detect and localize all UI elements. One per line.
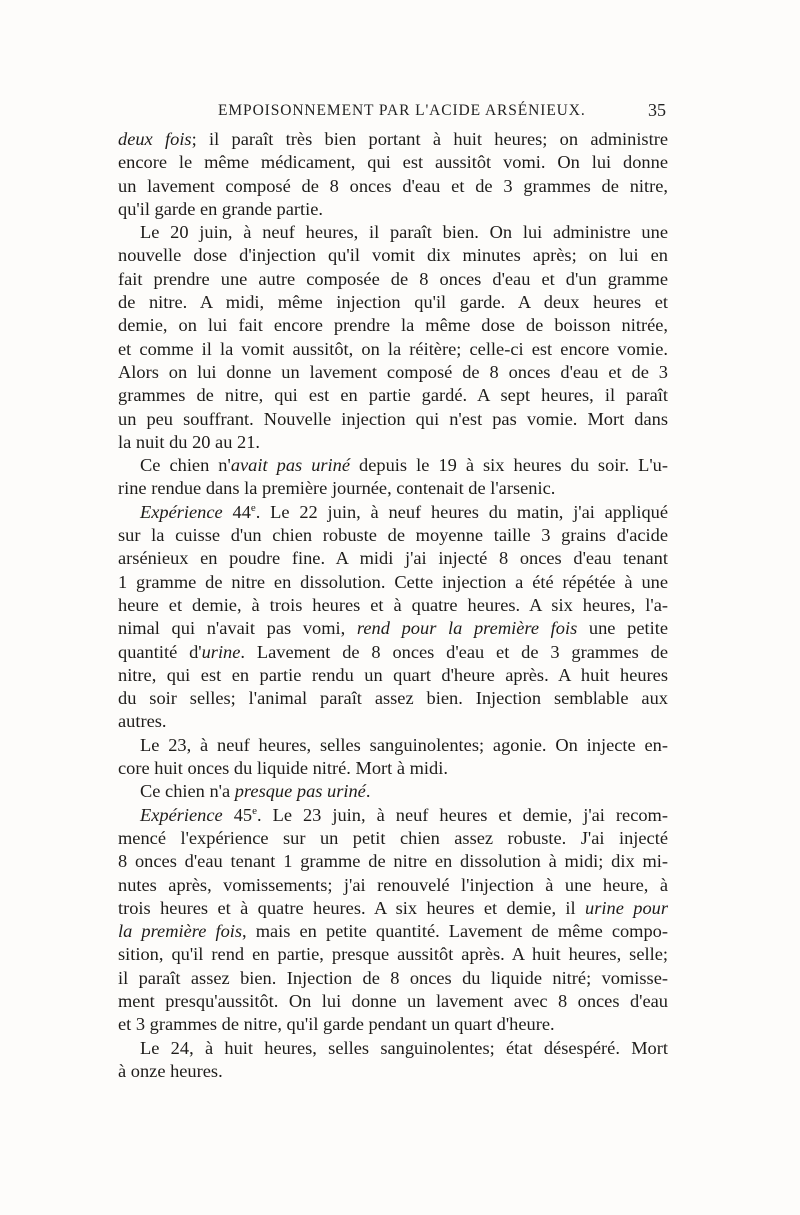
- line-text: la nuit du 20 au 21.: [118, 431, 260, 452]
- line-text: . Le 23 juin, à neuf heures et demie, j'ai recom-: [257, 804, 668, 825]
- text-line: [118, 384, 668, 407]
- text-line: [118, 920, 668, 943]
- text-line: [118, 268, 668, 291]
- line-text: ; il paraît très bien portant à huit heures; on administre: [191, 129, 668, 149]
- line-text: Le 23, à neuf heures, selles sanguinolentes; agonie. On injecte en-: [140, 734, 668, 755]
- body-text: [118, 128, 668, 1083]
- text-line: [118, 408, 668, 431]
- text-line: [118, 780, 668, 803]
- text-line: [118, 338, 668, 361]
- line-text: Ce chien n'a: [140, 781, 235, 802]
- running-title: EMPOISONNEMENT PAR L'ACIDE ARSÉNIEUX.: [218, 102, 586, 119]
- text-line: [118, 827, 668, 850]
- text-line: [118, 897, 668, 920]
- text-line: [118, 594, 668, 617]
- line-text: encore le même médicament, qui est aussitôt vomi. On lui donne: [118, 152, 668, 173]
- text-line: [118, 757, 668, 780]
- text-line: [118, 967, 668, 990]
- line-text: Le 20 juin, à neuf heures, il paraît bien. On lui administre une: [140, 222, 668, 243]
- line-text: il paraît assez bien. Injection de 8 onces du liquide nitré; vomisse-: [118, 967, 668, 988]
- line-text: , mais en petite quantité. Lavement de même compo-: [242, 921, 669, 942]
- line-text: sition, qu'il rend en partie, presque aussitôt après. A huit heures, selle;: [118, 944, 668, 965]
- text-line: [118, 687, 668, 710]
- text-line: [118, 641, 668, 664]
- line-text: sur la cuisse d'un chien robuste de moyenne taille 3 grains d'acide: [118, 525, 668, 546]
- italic-text: rend pour la première fois: [356, 618, 578, 639]
- line-text: mencé l'expérience sur un petit chien assez robuste. J'ai injecté: [118, 827, 668, 848]
- line-text: trois heures et à quatre heures. A six heures et demie, il: [118, 897, 586, 918]
- line-text: heure et demie, à trois heures et à quatre heures. A six heures, l'a-: [118, 594, 668, 615]
- italic-text: urine: [201, 641, 241, 662]
- line-text: une petite: [577, 618, 668, 639]
- line-text: et comme il la vomit aussitôt, on la réitère; celle-ci est encore vomie.: [118, 338, 668, 359]
- line-text: demie, on lui fait encore prendre la même dose de boisson nitrée,: [118, 315, 668, 336]
- line-text: . Le 22 juin, à neuf heures du matin, j'ai appliqué: [255, 501, 668, 522]
- line-text: autres.: [118, 711, 167, 732]
- line-text: à onze heures.: [118, 1060, 223, 1081]
- text-line: [118, 1037, 668, 1060]
- text-line: [118, 874, 668, 897]
- line-text: un lavement composé de 8 onces d'eau et de 3 grammes de nitre,: [118, 175, 668, 196]
- italic-text: deux fois: [118, 129, 192, 149]
- text-line: [118, 501, 668, 524]
- line-text: quantité d': [118, 641, 202, 662]
- italic-text: la première fois: [118, 921, 243, 942]
- text-line: [118, 734, 668, 757]
- text-line: [118, 314, 668, 337]
- text-line: [118, 454, 668, 477]
- line-text: fait prendre une autre composée de 8 onces d'eau et d'un gramme: [118, 268, 668, 289]
- line-text: qu'il garde en grande partie.: [118, 198, 324, 219]
- line-text: .: [365, 781, 371, 802]
- line-text: nimal qui n'avait pas vomi,: [118, 618, 357, 639]
- line-text: ment presqu'aussitôt. On lui donne un lavement avec 8 onces d'eau: [118, 990, 668, 1011]
- line-text: 44: [222, 501, 251, 522]
- text-line: [118, 198, 668, 221]
- line-text: nutes après, vomissements; j'ai renouvelé l'injection à une heure, à: [118, 874, 668, 895]
- line-text: nouvelle dose d'injection qu'il vomit dix minutes après; on lui en: [118, 245, 668, 266]
- text-line: [118, 804, 668, 827]
- line-text: 1 gramme de nitre en dissolution. Cette injection a été répétée à une: [118, 571, 668, 592]
- text-line: [118, 1060, 668, 1083]
- text-line: [118, 175, 668, 198]
- page-header: [118, 100, 666, 124]
- line-text: core huit onces du liquide nitré. Mort à midi.: [118, 758, 448, 779]
- text-line: [118, 361, 668, 384]
- line-text: 45: [222, 804, 253, 825]
- line-text: un peu souffrant. Nouvelle injection qui n'est pas vomie. Mort dans: [118, 408, 668, 429]
- text-line: [118, 850, 668, 873]
- line-text: et 3 grammes de nitre, qu'il garde pendant un quart d'heure.: [118, 1014, 555, 1035]
- line-text: rine rendue dans la première journée, contenait de l'arsenic.: [118, 478, 556, 499]
- line-text: e: [252, 804, 257, 817]
- text-line: [118, 221, 668, 244]
- text-line: [118, 524, 668, 547]
- text-line: [118, 477, 668, 500]
- line-text: Ce chien n': [140, 455, 231, 476]
- text-line: [118, 244, 668, 267]
- text-line: [118, 664, 668, 687]
- line-text: de nitre. A midi, même injection qu'il garde. A deux heures et: [118, 292, 668, 313]
- italic-text: avait pas uriné: [230, 455, 351, 476]
- text-line: [118, 128, 668, 151]
- line-text: depuis le 19 à six heures du soir. L'u-: [350, 455, 668, 476]
- text-line: [118, 617, 668, 640]
- italic-text: urine pour: [585, 897, 668, 918]
- line-text: grammes de nitre, qui est en partie gardé. A sept heures, il paraît: [118, 385, 668, 406]
- italic-text: presque pas uriné: [234, 781, 366, 802]
- page-number: 35: [648, 100, 666, 120]
- text-line: [118, 943, 668, 966]
- line-text: e: [250, 501, 256, 514]
- line-text: Le 24, à huit heures, selles sanguinolentes; état désespéré. Mort: [140, 1037, 668, 1058]
- line-text: Alors on lui donne un lavement composé de 8 onces d'eau et de 3: [118, 361, 668, 382]
- text-line: [118, 151, 668, 174]
- italic-text: Expérience: [140, 501, 223, 522]
- text-line: [118, 571, 668, 594]
- line-text: 8 onces d'eau tenant 1 gramme de nitre en dissolution à midi; dix mi-: [118, 851, 668, 872]
- line-text: du soir selles; l'animal paraît assez bien. Injection semblable aux: [118, 688, 668, 709]
- text-line: [118, 990, 668, 1013]
- text-line: [118, 431, 668, 454]
- italic-text: Expérience: [140, 804, 223, 825]
- text-line: [118, 1013, 668, 1036]
- text-line: [118, 291, 668, 314]
- line-text: . Lavement de 8 onces d'eau et de 3 grammes de: [240, 641, 668, 662]
- line-text: nitre, qui est en partie rendu un quart d'heure après. A huit heures: [118, 664, 668, 685]
- text-line: [118, 547, 668, 570]
- line-text: arsénieux en poudre fine. A midi j'ai injecté 8 onces d'eau tenant: [118, 548, 668, 569]
- text-line: [118, 710, 668, 733]
